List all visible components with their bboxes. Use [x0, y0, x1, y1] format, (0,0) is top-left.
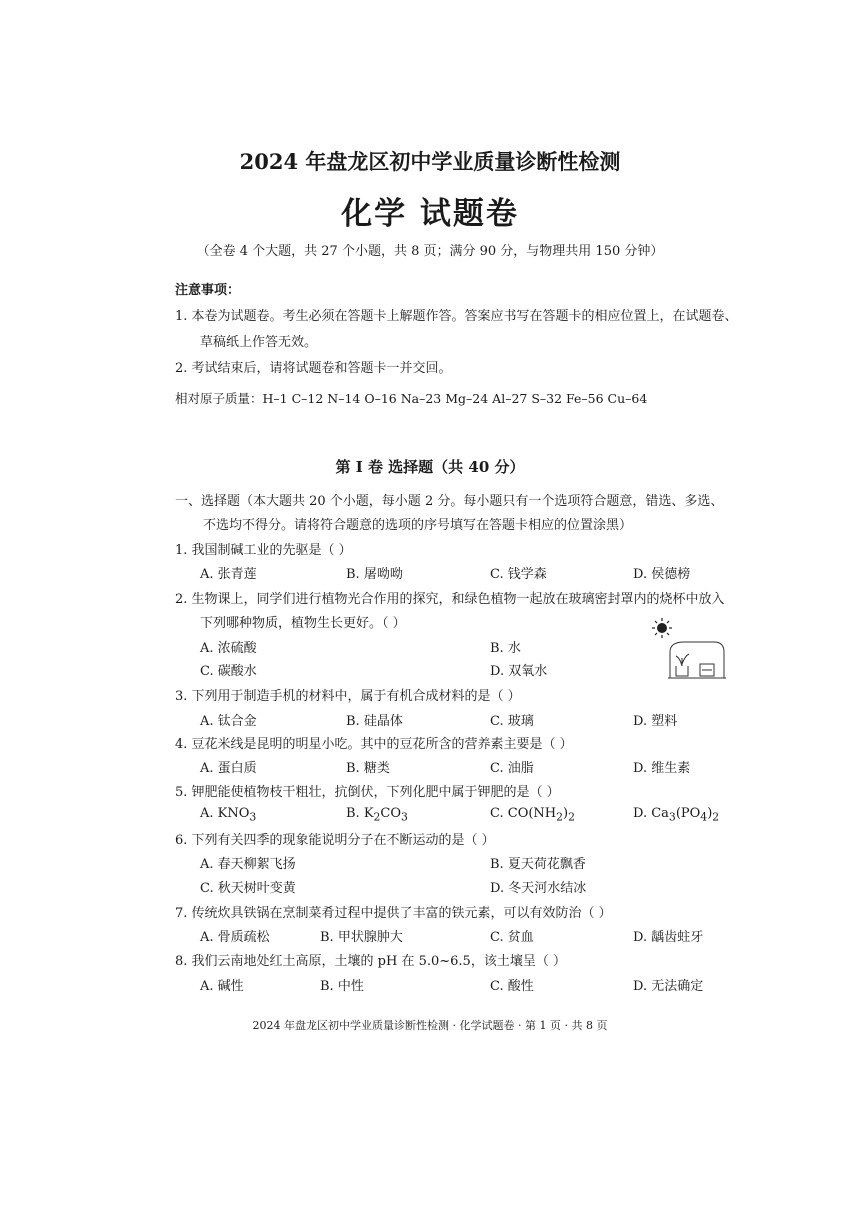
question-1-option-a: A. 张青莲 [200, 567, 257, 582]
question-8-stem: 8. 我们云南地处红土高原，土壤的 pH 在 5.0~6.5，该土壤呈（ ） [175, 954, 566, 969]
question-1-stem: 1. 我国制碱工业的先驱是（ ） [175, 543, 352, 558]
question-8-option-a: A. 碱性 [200, 979, 244, 994]
question-1-option-b: B. 屠呦呦 [346, 567, 403, 582]
notes-heading: 注意事项： [175, 283, 241, 298]
question-2-option-d: D. 双氧水 [490, 664, 548, 679]
question-4-stem: 4. 豆花米线是昆明的明星小吃。其中的豆花所含的营养素主要是（ ） [175, 737, 573, 752]
question-5-option-c: C. $CO(NH_2)_2$ [490, 806, 575, 824]
question-8-option-b: B. 中性 [320, 979, 364, 994]
question-7-option-c: C. 贫血 [490, 930, 534, 945]
section-heading: 第 Ⅰ 卷 选择题（共 40 分） [335, 458, 525, 476]
question-4-option-d: D. 维生素 [633, 761, 691, 776]
page-footer: 2024 年盘龙区初中学业质量诊断性检测 · 化学试题卷 · 第 1 页 · 共 8 页 [252, 1019, 608, 1032]
question-5-option-d: D. $Ca_3(PO_4)_2$ [633, 806, 720, 824]
question-3-stem: 3. 下列用于制造手机的材料中，属于有机合成材料的是（ ） [175, 689, 521, 704]
question-1-option-c: C. 钱学森 [490, 567, 547, 582]
question-7-option-b: B. 甲状腺肿大 [320, 930, 403, 945]
notes-item-1: 1. 本卷为试题卷。考生必须在答题卡上解题作答。答案应书写在答题卡的相应位置上，在试题卷、 [175, 309, 738, 324]
question-2-stem-cont: 下列哪种物质，植物生长更好。（ ） [200, 616, 406, 631]
question-2-stem: 2. 生物课上，同学们进行植物光合作用的探究，和绿色植物一起放在玻璃密封罩内的烧杯中放入 [175, 592, 725, 607]
question-8-option-d: D. 无法确定 [633, 979, 704, 994]
question-5-option-a: A. $KNO_3$ [200, 806, 257, 824]
question-6-option-c: C. 秋天树叶变黄 [200, 881, 296, 896]
section-instruction: 一、选择题（本大题共 20 个小题，每小题 2 分。每小题只有一个选项符合题意，错选、多选、 [175, 494, 724, 509]
question-5-stem: 5. 钾肥能使植物枝干粗壮，抗倒伏，下列化肥中属于钾肥的是（ ） [175, 785, 560, 800]
atomic-masses: 相对原子质量：H–1 C–12 N–14 O–16 Na–23 Mg–24 Al–27 S–32 Fe–56 Cu–64 [175, 391, 648, 406]
question-6-option-d: D. 冬天河水结冰 [490, 881, 587, 896]
notes-item-2: 2. 考试结束后，请将试题卷和答题卡一并交回。 [175, 361, 452, 376]
question-3-option-d: D. 塑料 [633, 714, 678, 729]
question-3-option-b: B. 硅晶体 [346, 714, 403, 729]
subject-title: 化学 试题卷 [341, 196, 519, 232]
question-1-option-d: D. 侯德榜 [633, 567, 691, 582]
sun-plant-dome-illustration [652, 618, 726, 680]
question-7-option-d: D. 龋齿蛀牙 [633, 930, 704, 945]
sun-icon [652, 618, 672, 638]
section-instruction-cont: 不选均不得分。请将符合题意的选项的序号填写在答题卡相应的位置涂黑） [203, 518, 633, 533]
exam-title: 2024 年盘龙区初中学业质量诊断性检测 [239, 149, 621, 174]
question-4-option-c: C. 油脂 [490, 761, 534, 776]
question-4-option-a: A. 蛋白质 [200, 761, 257, 776]
question-7-stem: 7. 传统炊具铁锅在烹制菜肴过程中提供了丰富的铁元素，可以有效防治（ ） [175, 906, 612, 921]
glass-dome-icon [668, 642, 726, 678]
exam-subtitle: （全卷 4 个大题，共 27 个小题，共 8 页；满分 90 分，与物理共用 150 分钟） [196, 244, 664, 259]
question-8-option-c: C. 酸性 [490, 979, 534, 994]
question-4-option-b: B. 糖类 [346, 761, 390, 776]
notes-item-1-cont: 草稿纸上作答无效。 [200, 335, 318, 350]
question-6-option-a: A. 春天柳絮飞扬 [200, 857, 296, 872]
question-3-option-c: C. 玻璃 [490, 714, 534, 729]
question-5-option-b: B. $K_2CO_3$ [346, 806, 408, 824]
question-2-option-b: B. 水 [490, 641, 521, 656]
question-2-option-a: A. 浓硫酸 [200, 641, 257, 656]
question-6-option-b: B. 夏天荷花飘香 [490, 857, 586, 872]
question-7-option-a: A. 骨质疏松 [200, 930, 270, 945]
question-2-option-c: C. 碳酸水 [200, 664, 257, 679]
question-3-option-a: A. 钛合金 [200, 714, 257, 729]
question-6-stem: 6. 下列有关四季的现象能说明分子在不断运动的是（ ） [175, 833, 495, 848]
